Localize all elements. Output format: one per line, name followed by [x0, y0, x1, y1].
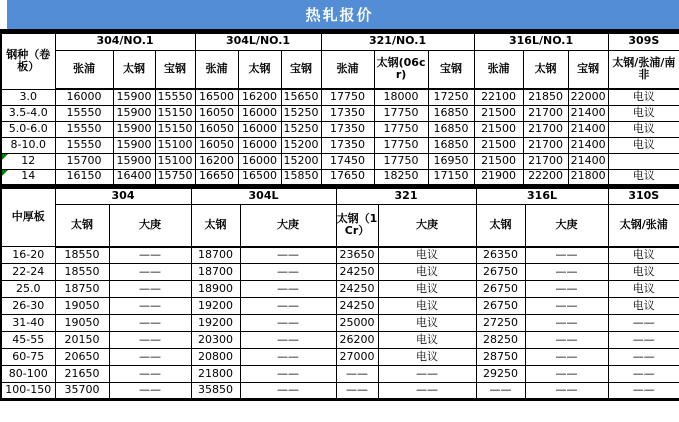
price-cell: 15700 [55, 153, 113, 169]
price-cell: 电议 [608, 105, 679, 121]
price-cell: —— [109, 332, 191, 349]
col-header: 宝钢 [281, 50, 321, 89]
price-cell: 16950 [428, 153, 474, 169]
group-header-316L/NO.1: 316L/NO.1 [474, 33, 608, 50]
group-header-321/NO.1: 321/NO.1 [321, 33, 474, 50]
price-cell: 21650 [55, 366, 109, 383]
price-cell: —— [525, 281, 608, 298]
price-cell: 21400 [568, 121, 608, 137]
price-cell: 21700 [523, 153, 568, 169]
price-cell: 18550 [55, 264, 109, 281]
price-cell: —— [525, 298, 608, 315]
price-cell: 15850 [281, 169, 321, 185]
row-label [1, 281, 55, 298]
row-label [1, 315, 55, 332]
row-label [1, 89, 55, 105]
error-flag-icon [2, 170, 8, 176]
price-cell: 16400 [113, 169, 155, 185]
price-cell: 17750 [374, 137, 428, 153]
col-header: 大庚 [525, 205, 608, 247]
price-cell: —— [525, 315, 608, 332]
price-cell: 22000 [568, 89, 608, 105]
price-cell: 电议 [378, 264, 476, 281]
group-header-321: 321 [336, 188, 476, 205]
price-cell: 28250 [476, 332, 525, 349]
row-label [1, 332, 55, 349]
price-cell: 17350 [321, 137, 374, 153]
price-cell: —— [240, 366, 336, 383]
price-cell: 28750 [476, 349, 525, 366]
price-cell: 24250 [336, 264, 378, 281]
col-header: 张浦 [195, 50, 238, 89]
plate-price-table [0, 187, 679, 402]
row-label [1, 298, 55, 315]
price-cell: 17250 [428, 89, 474, 105]
price-cell: 21500 [474, 137, 523, 153]
price-cell: 26350 [476, 247, 525, 264]
table-row [1, 247, 679, 264]
col-header: 宝钢 [155, 50, 195, 89]
table-row [1, 332, 679, 349]
col-header: 太钢/张浦/南非 [608, 50, 679, 89]
price-cell: 电议 [608, 264, 679, 281]
price-cell: 16050 [195, 121, 238, 137]
price-cell: 21850 [523, 89, 568, 105]
row-label [1, 105, 55, 121]
price-cell: 21500 [474, 105, 523, 121]
price-cell: 25000 [336, 315, 378, 332]
price-cell: 16200 [238, 89, 281, 105]
price-cell: 17350 [321, 121, 374, 137]
page-title: 热轧报价 [305, 6, 374, 24]
price-cell: 21700 [523, 121, 568, 137]
price-cell: 17350 [321, 105, 374, 121]
price-cell: 15750 [155, 169, 195, 185]
col-header: 大庚 [378, 205, 476, 247]
price-cell: —— [109, 264, 191, 281]
price-cell: 17750 [321, 89, 374, 105]
row-label-text: 22-24 [12, 264, 45, 278]
price-cell: 16000 [238, 153, 281, 169]
price-cell: 电议 [608, 89, 679, 105]
group-header-304/NO.1: 304/NO.1 [55, 33, 195, 50]
price-cell: —— [476, 383, 525, 400]
price-cell: 29250 [476, 366, 525, 383]
price-cell: —— [240, 281, 336, 298]
price-cell: 17750 [374, 105, 428, 121]
price-cell: 20150 [55, 332, 109, 349]
col-header: 太钢 [191, 205, 240, 247]
price-cell: —— [525, 366, 608, 383]
row-label-text: 25.0 [16, 281, 41, 295]
price-cell: 21400 [568, 105, 608, 121]
price-cell: 电议 [378, 247, 476, 264]
group-header-309S: 309S [608, 33, 679, 50]
row-label [1, 366, 55, 383]
price-cell: 16500 [195, 89, 238, 105]
price-cell: 电议 [378, 349, 476, 366]
price-cell: 21700 [523, 105, 568, 121]
group-header-316L: 316L [476, 188, 608, 205]
price-cell: —— [525, 247, 608, 264]
price-cell: 19050 [55, 298, 109, 315]
row-label [1, 264, 55, 281]
price-cell: —— [240, 264, 336, 281]
price-cell: 15900 [113, 137, 155, 153]
price-cell: 15100 [155, 153, 195, 169]
price-cell: 24250 [336, 298, 378, 315]
price-cell: 21800 [191, 366, 240, 383]
price-cell: —— [109, 281, 191, 298]
price-cell: 21500 [474, 153, 523, 169]
table-row [1, 169, 679, 185]
price-cell: 15100 [155, 137, 195, 153]
price-cell: 电议 [608, 298, 679, 315]
price-cell: 电议 [608, 121, 679, 137]
row-label [1, 153, 55, 169]
price-cell: 20800 [191, 349, 240, 366]
price-cell: —— [608, 332, 679, 349]
price-cell: —— [525, 349, 608, 366]
price-cell: 19050 [55, 315, 109, 332]
price-cell: —— [240, 298, 336, 315]
price-cell: 20650 [55, 349, 109, 366]
price-cell: 23650 [336, 247, 378, 264]
price-cell: 18700 [191, 264, 240, 281]
table-row [1, 315, 679, 332]
row-label-text: 100-150 [5, 383, 52, 397]
col-header: 张浦 [321, 50, 374, 89]
price-cell: 26200 [336, 332, 378, 349]
price-cell: 16850 [428, 105, 474, 121]
price-cell: 电议 [378, 281, 476, 298]
price-cell: 16000 [238, 105, 281, 121]
price-cell: 19200 [191, 298, 240, 315]
price-cell: —— [240, 315, 336, 332]
table-row [1, 349, 679, 366]
price-cell: 20300 [191, 332, 240, 349]
price-cell: 22100 [474, 89, 523, 105]
price-cell: —— [109, 383, 191, 400]
error-flag-icon [2, 154, 8, 160]
price-cell: —— [109, 247, 191, 264]
price-cell: 21500 [474, 121, 523, 137]
col-header: 宝钢 [428, 50, 474, 89]
price-cell: 18250 [374, 169, 428, 185]
col-header: 太钢（1Cr） [336, 205, 378, 247]
col-header: 大庚 [109, 205, 191, 247]
table-row [1, 281, 679, 298]
price-cell: 电议 [608, 247, 679, 264]
price-cell: 15200 [281, 153, 321, 169]
price-cell: 16050 [195, 137, 238, 153]
price-cell: 15550 [55, 105, 113, 121]
row-label [1, 137, 55, 153]
col-header: 太钢 [523, 50, 568, 89]
table-row [1, 137, 679, 153]
price-cell: —— [608, 383, 679, 400]
price-cell: 16150 [55, 169, 113, 185]
price-cell: 15550 [55, 137, 113, 153]
price-cell: 17450 [321, 153, 374, 169]
price-cell: —— [378, 383, 476, 400]
price-cell: 15150 [155, 121, 195, 137]
price-cell: 26750 [476, 298, 525, 315]
price-cell: —— [336, 366, 378, 383]
price-cell: 15550 [155, 89, 195, 105]
price-cell: —— [240, 332, 336, 349]
row-label-text: 8-10.0 [10, 137, 46, 151]
row-label-text: 60-75 [12, 349, 45, 363]
price-cell: —— [525, 332, 608, 349]
table-row [1, 121, 679, 137]
price-cell: 21800 [568, 169, 608, 185]
price-cell: 16850 [428, 137, 474, 153]
price-cell: 21900 [474, 169, 523, 185]
price-cell: 电议 [608, 137, 679, 153]
price-cell: 17750 [374, 153, 428, 169]
price-cell: 15550 [55, 121, 113, 137]
row-label-text: 16-20 [12, 247, 45, 261]
table-row [1, 264, 679, 281]
corner-label: 中厚板 [1, 188, 55, 247]
price-cell: 15900 [113, 89, 155, 105]
row-label-text: 14 [21, 169, 36, 183]
price-cell: 17150 [428, 169, 474, 185]
price-cell: —— [336, 383, 378, 400]
price-cell: 15900 [113, 121, 155, 137]
col-header: 太钢 [476, 205, 525, 247]
row-label [1, 121, 55, 137]
price-cell: 18550 [55, 247, 109, 264]
price-cell: 15650 [281, 89, 321, 105]
price-cell: 18900 [191, 281, 240, 298]
price-cell: 16200 [195, 153, 238, 169]
price-cell: —— [240, 349, 336, 366]
price-cell: 26750 [476, 281, 525, 298]
row-label [1, 169, 55, 185]
col-header: 太钢 [55, 205, 109, 247]
price-cell: 15150 [155, 105, 195, 121]
price-cell: 16000 [55, 89, 113, 105]
price-cell: 15900 [113, 153, 155, 169]
price-cell: 21700 [523, 137, 568, 153]
price-cell: 27250 [476, 315, 525, 332]
price-cell: 15250 [281, 105, 321, 121]
price-cell: 16000 [238, 137, 281, 153]
price-cell: 22200 [523, 169, 568, 185]
price-cell: —— [525, 264, 608, 281]
row-label [1, 349, 55, 366]
price-cell: —— [240, 247, 336, 264]
table-row [1, 383, 679, 400]
row-label-text: 5.0-6.0 [8, 121, 48, 135]
price-cell: 16000 [238, 121, 281, 137]
price-cell: —— [608, 349, 679, 366]
col-header: 太钢 [238, 50, 281, 89]
table-row [1, 153, 679, 169]
price-cell: 15200 [281, 137, 321, 153]
title-left-notch [0, 0, 7, 29]
table-row [1, 298, 679, 315]
col-header: 张浦 [55, 50, 113, 89]
price-cell: 19200 [191, 315, 240, 332]
price-cell: 17750 [374, 121, 428, 137]
group-header-304L/NO.1: 304L/NO.1 [195, 33, 321, 50]
col-header: 宝钢 [568, 50, 608, 89]
corner-label: 钢种（卷板） [1, 33, 55, 89]
price-cell: —— [240, 383, 336, 400]
price-cell: 15900 [113, 105, 155, 121]
price-cell: 35850 [191, 383, 240, 400]
col-header: 太钢 [113, 50, 155, 89]
row-label [1, 383, 55, 400]
table-row [1, 366, 679, 383]
table-row [1, 89, 679, 105]
price-cell: 16500 [238, 169, 281, 185]
row-label-text: 12 [21, 153, 36, 167]
price-cell: 27000 [336, 349, 378, 366]
col-header: 太钢/张浦 [608, 205, 679, 247]
row-label-text: 3.0 [19, 89, 37, 103]
price-cell: 16850 [428, 121, 474, 137]
row-label-text: 26-30 [12, 298, 45, 312]
price-cell: —— [378, 366, 476, 383]
price-cell: 24250 [336, 281, 378, 298]
group-header-310S: 310S [608, 188, 679, 205]
price-cell: 15250 [281, 121, 321, 137]
price-cell: 电议 [378, 298, 476, 315]
col-header: 大庚 [240, 205, 336, 247]
table-row [1, 105, 679, 121]
row-label-text: 31-40 [12, 315, 45, 329]
price-cell: 21400 [568, 153, 608, 169]
price-cell: 26750 [476, 264, 525, 281]
col-header: 张浦 [474, 50, 523, 89]
price-cell: —— [109, 349, 191, 366]
price-cell: 电议 [378, 315, 476, 332]
price-cell: —— [109, 298, 191, 315]
group-header-304L: 304L [191, 188, 336, 205]
price-cell: 35700 [55, 383, 109, 400]
price-spreadsheet [0, 32, 679, 401]
group-header-304: 304 [55, 188, 191, 205]
title-bar [0, 0, 679, 32]
row-label [1, 247, 55, 264]
price-cell: 电议 [608, 281, 679, 298]
price-cell: 16050 [195, 105, 238, 121]
price-cell: 18700 [191, 247, 240, 264]
price-cell: 电议 [378, 332, 476, 349]
price-cell: —— [109, 366, 191, 383]
price-cell: —— [109, 315, 191, 332]
row-label-text: 45-55 [12, 332, 45, 346]
price-cell: 16650 [195, 169, 238, 185]
price-cell: 17650 [321, 169, 374, 185]
price-cell: 21400 [568, 137, 608, 153]
price-cell: —— [525, 383, 608, 400]
price-cell [608, 153, 679, 169]
row-label-text: 80-100 [8, 366, 48, 380]
price-cell: —— [608, 315, 679, 332]
col-header: 太钢(06cr) [374, 50, 428, 89]
price-cell: 电议 [608, 169, 679, 185]
price-cell: —— [608, 366, 679, 383]
coil-price-table [0, 32, 679, 187]
row-label-text: 3.5-4.0 [8, 105, 48, 119]
price-cell: 18000 [374, 89, 428, 105]
price-cell: 18750 [55, 281, 109, 298]
